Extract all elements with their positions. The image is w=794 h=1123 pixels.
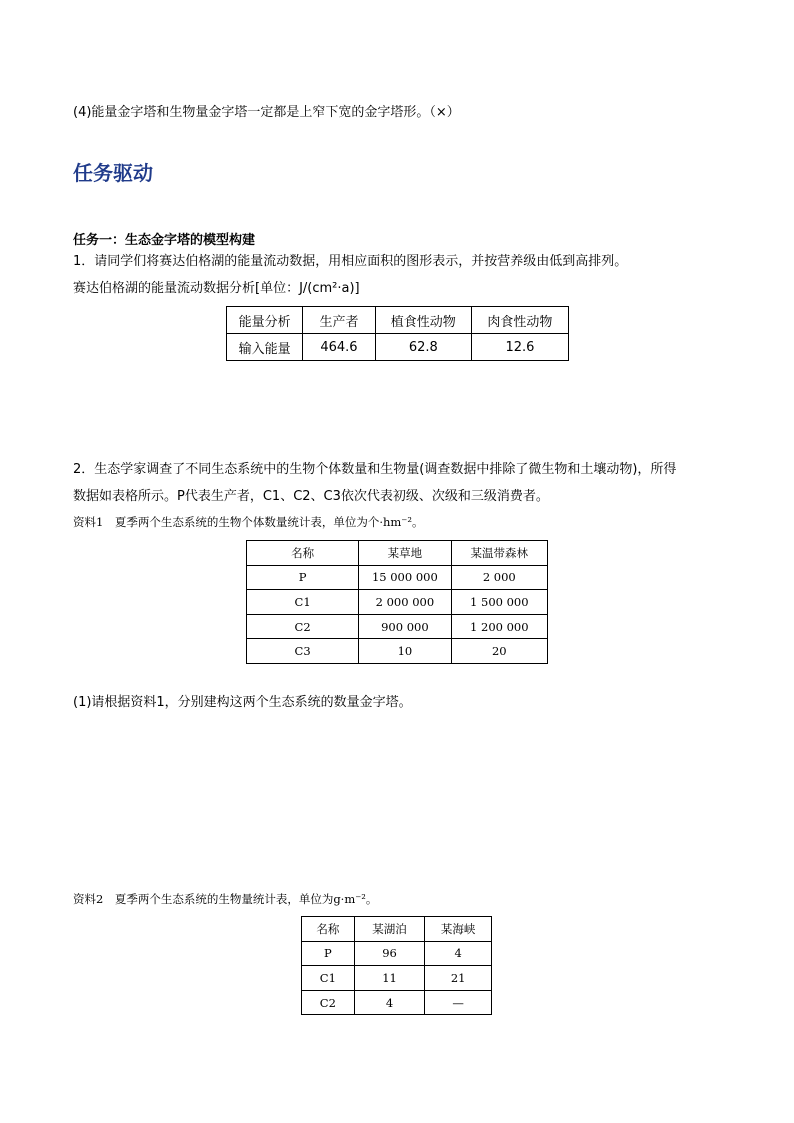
table-row: [247, 565, 548, 590]
task1-title: 任务一：生态金字塔的模型构建: [73, 233, 256, 248]
table-header-cell: 生产者: [303, 307, 376, 334]
table-cell: P: [247, 565, 359, 590]
table-cell: C1: [247, 590, 359, 615]
question-1: 1．请同学们将赛达伯格湖的能量流动数据，用相应面积的图形表示，并按营养级由低到高排列。: [73, 254, 628, 269]
table-header-cell: 肉食性动物: [471, 307, 568, 334]
table-cell: C2: [247, 614, 359, 639]
table-cell: 4: [425, 941, 492, 966]
energy-flow-table: [226, 306, 569, 361]
table-cell: 62.8: [375, 334, 471, 361]
question-2-line1: 2．生态学家调查了不同生态系统中的生物个体数量和生物量(调查数据中排除了微生物和土壤动物)，所得: [73, 462, 677, 477]
table-row: [302, 941, 492, 966]
table-cell: C1: [302, 966, 355, 991]
table-header-cell: 某湖泊: [354, 917, 425, 942]
table-cell: 2 000: [451, 565, 547, 590]
table-row: [247, 541, 548, 566]
table-cell: 900 000: [359, 614, 451, 639]
table-row: [302, 917, 492, 942]
statement-item-4: (4)能量金字塔和生物量金字塔一定都是上窄下宽的金字塔形。（×）: [73, 105, 460, 120]
table-cell: P: [302, 941, 355, 966]
table-cell: 15 000 000: [359, 565, 451, 590]
table-cell: 21: [425, 966, 492, 991]
table-header-cell: 名称: [247, 541, 359, 566]
table-row: [302, 990, 492, 1015]
table-header-cell: 某海峡: [425, 917, 492, 942]
table-header-cell: 能量分析: [227, 307, 303, 334]
table-row: [227, 334, 569, 361]
table-cell: —: [425, 990, 492, 1015]
table-cell: 12.6: [471, 334, 568, 361]
material1-caption: 资料1 夏季两个生态系统的生物个体数量统计表，单位为个·hm⁻²。: [73, 515, 424, 529]
table-row: [247, 590, 548, 615]
table-cell: 1 200 000: [451, 614, 547, 639]
biomass-table: [301, 916, 492, 1015]
material2-caption: 资料2 夏季两个生态系统的生物量统计表，单位为g·m⁻²。: [73, 892, 378, 906]
table-row: [227, 307, 569, 334]
population-count-table: [246, 540, 548, 664]
table-cell: 4: [354, 990, 425, 1015]
table-cell: 2 000 000: [359, 590, 451, 615]
table-cell: 11: [354, 966, 425, 991]
table-row: [302, 966, 492, 991]
table-cell: C2: [302, 990, 355, 1015]
table-cell: 10: [359, 639, 451, 664]
table-cell: 1 500 000: [451, 590, 547, 615]
table-header-cell: 名称: [302, 917, 355, 942]
table-cell: 96: [354, 941, 425, 966]
table-cell: 20: [451, 639, 547, 664]
table-cell: 输入能量: [227, 334, 303, 361]
table1-caption: 赛达伯格湖的能量流动数据分析[单位：J/(cm²·a)]: [73, 281, 360, 296]
table-header-cell: 某草地: [359, 541, 451, 566]
question-2-line2: 数据如表格所示。P代表生产者，C1、C2、C3依次代表初级、次级和三级消费者。: [73, 489, 549, 504]
table-row: [247, 639, 548, 664]
sub-question-1: (1)请根据资料1，分别建构这两个生态系统的数量金字塔。: [73, 695, 412, 710]
table-cell: C3: [247, 639, 359, 664]
table-row: [247, 614, 548, 639]
table-header-cell: 某温带森林: [451, 541, 547, 566]
table-header-cell: 植食性动物: [375, 307, 471, 334]
section-heading: 任务驱动: [73, 161, 153, 185]
table-cell: 464.6: [303, 334, 376, 361]
